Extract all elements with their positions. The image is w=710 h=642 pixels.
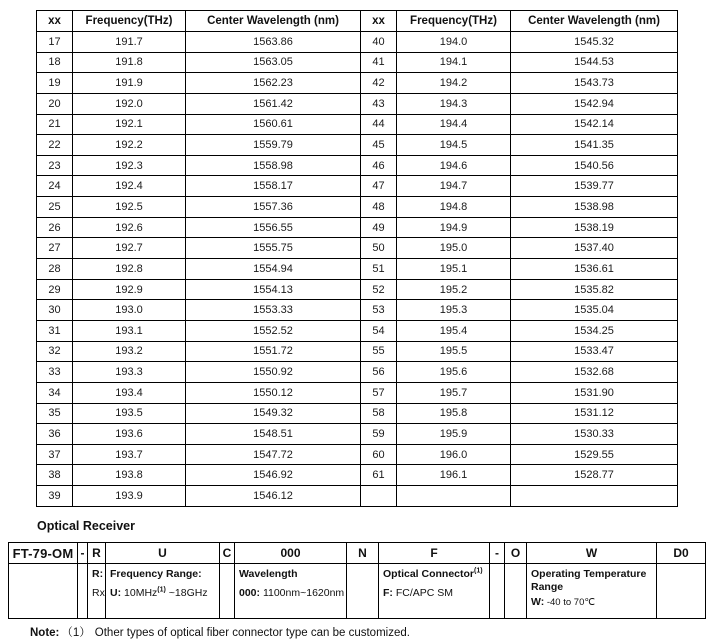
table-cell: 38 — [37, 465, 73, 486]
ordering-description-row — [9, 564, 706, 619]
cell-frequency-range — [106, 564, 220, 619]
column-header-xx-right: xx — [361, 11, 397, 32]
table-cell: 59 — [361, 424, 397, 445]
operating-temperature-value: W: -40 to 70℃ — [531, 596, 596, 608]
table-cell: 1563.86 — [186, 32, 361, 53]
table-cell: 193.6 — [73, 424, 186, 445]
cell-empty-c — [220, 564, 235, 619]
table-cell: 1540.56 — [511, 155, 678, 176]
table-cell: 193.0 — [73, 300, 186, 321]
table-cell: 1550.92 — [186, 362, 361, 383]
code-separator-2: - — [490, 543, 505, 564]
table-cell: 21 — [37, 114, 73, 135]
table-cell: 1559.79 — [186, 135, 361, 156]
column-header-wavelength-left: Center Wavelength (nm) — [186, 11, 361, 32]
cell-wavelength — [235, 564, 347, 619]
table-cell: 41 — [361, 52, 397, 73]
code-c: C — [220, 543, 235, 564]
table-cell: 55 — [361, 341, 397, 362]
table-cell: 44 — [361, 114, 397, 135]
table-row — [37, 52, 678, 73]
table-cell: 194.3 — [397, 93, 511, 114]
table-cell: 1549.32 — [186, 403, 361, 424]
table-cell: 45 — [361, 135, 397, 156]
table-cell: 193.5 — [73, 403, 186, 424]
table-cell: 1554.94 — [186, 259, 361, 280]
table-cell: 1561.42 — [186, 93, 361, 114]
table-cell: 1546.12 — [186, 486, 361, 507]
table-cell: 196.1 — [397, 465, 511, 486]
table-cell: 194.2 — [397, 73, 511, 94]
table-row — [37, 341, 678, 362]
table-cell: 57 — [361, 382, 397, 403]
table-cell: 36 — [37, 424, 73, 445]
wavelength-title: Wavelength — [239, 568, 298, 580]
table-cell: 192.3 — [73, 155, 186, 176]
cell-empty-sep2 — [490, 564, 505, 619]
cell-operating-temperature — [527, 564, 657, 619]
table-cell: 195.7 — [397, 382, 511, 403]
table-cell — [397, 486, 511, 507]
code-000: 000 — [235, 543, 347, 564]
table-cell: 1544.53 — [511, 52, 678, 73]
frequency-range-title: Frequency Range: — [110, 568, 202, 580]
frequency-range-value: U: 10MHz$^{(1)}$ ~18GHz — [110, 586, 208, 599]
table-cell: 1558.17 — [186, 176, 361, 197]
table-row — [37, 238, 678, 259]
footnote-ref-icon: (1) — [157, 586, 166, 594]
table-cell: 191.7 — [73, 32, 186, 53]
table-cell: 193.3 — [73, 362, 186, 383]
table-cell: 26 — [37, 217, 73, 238]
table-cell: 1563.05 — [186, 52, 361, 73]
footnote-label: Note: — [30, 627, 60, 639]
column-header-frequency-right: Frequency(THz) — [397, 11, 511, 32]
table-row — [37, 114, 678, 135]
ordering-code-table — [8, 542, 706, 619]
code-o: O — [505, 543, 527, 564]
code-r: R — [88, 543, 106, 564]
table-cell: 1557.36 — [186, 197, 361, 218]
table-cell: 1538.19 — [511, 217, 678, 238]
table-cell: 1554.13 — [186, 279, 361, 300]
table-row — [37, 320, 678, 341]
table-cell: 1533.47 — [511, 341, 678, 362]
table-cell: 17 — [37, 32, 73, 53]
table-row — [37, 135, 678, 156]
table-cell: 191.9 — [73, 73, 186, 94]
cell-empty-o — [505, 564, 527, 619]
table-cell: 1543.73 — [511, 73, 678, 94]
table-cell: 35 — [37, 403, 73, 424]
cell-empty-d0 — [657, 564, 706, 619]
table-cell: 1542.94 — [511, 93, 678, 114]
table-cell: 194.5 — [397, 135, 511, 156]
table-cell: 192.1 — [73, 114, 186, 135]
part-number-prefix: FT-79-OM — [9, 543, 78, 564]
optical-connector-value: F: FC/APC SM — [383, 587, 454, 599]
table-cell: 27 — [37, 238, 73, 259]
table-cell: 30 — [37, 300, 73, 321]
table-cell: 1542.14 — [511, 114, 678, 135]
r-label: R: — [92, 568, 104, 580]
table-cell: 1547.72 — [186, 444, 361, 465]
code-f: F — [379, 543, 490, 564]
table-row — [37, 176, 678, 197]
footnote-ref-icon: (1) — [474, 567, 483, 575]
table-cell: 194.6 — [397, 155, 511, 176]
table-cell: 195.3 — [397, 300, 511, 321]
table-cell: 1555.75 — [186, 238, 361, 259]
table-cell: 29 — [37, 279, 73, 300]
footnote — [30, 624, 410, 640]
table-cell: 50 — [361, 238, 397, 259]
table-cell: 194.7 — [397, 176, 511, 197]
table-cell: 22 — [37, 135, 73, 156]
table-cell: 43 — [361, 93, 397, 114]
code-separator-1: - — [78, 543, 88, 564]
wavelength-value: 000: 1100nm~1620nm — [239, 587, 345, 599]
dwdm-channel-table — [36, 10, 678, 507]
table-row — [37, 403, 678, 424]
table-cell: 40 — [361, 32, 397, 53]
table-cell: 23 — [37, 155, 73, 176]
table-cell: 192.7 — [73, 238, 186, 259]
table-cell: 52 — [361, 279, 397, 300]
table-cell: 193.2 — [73, 341, 186, 362]
table-row — [37, 93, 678, 114]
table-cell: 1553.33 — [186, 300, 361, 321]
table-cell: 31 — [37, 320, 73, 341]
table-cell: 54 — [361, 320, 397, 341]
table-cell: 192.0 — [73, 93, 186, 114]
table-cell: 192.9 — [73, 279, 186, 300]
table-cell: 195.0 — [397, 238, 511, 259]
table-cell: 192.8 — [73, 259, 186, 280]
channel-table-header-row — [37, 11, 678, 32]
table-cell: 25 — [37, 197, 73, 218]
table-cell: 195.6 — [397, 362, 511, 383]
table-cell: 1528.77 — [511, 465, 678, 486]
table-row — [37, 73, 678, 94]
table-cell: 1535.04 — [511, 300, 678, 321]
table-cell: 192.4 — [73, 176, 186, 197]
table-row — [37, 486, 678, 507]
table-row — [37, 465, 678, 486]
footnote-ref: （1） — [61, 627, 91, 639]
table-cell: 194.0 — [397, 32, 511, 53]
table-cell: 1534.25 — [511, 320, 678, 341]
table-cell: 195.1 — [397, 259, 511, 280]
table-row — [37, 382, 678, 403]
section-title-optical-receiver: Optical Receiver — [37, 519, 135, 533]
table-cell: 56 — [361, 362, 397, 383]
r-value: Rx — [92, 587, 105, 599]
cell-empty-n — [347, 564, 379, 619]
table-row — [37, 444, 678, 465]
table-cell: 1539.77 — [511, 176, 678, 197]
optical-connector-title: Optical Connector$^{(1)}$ — [383, 567, 483, 580]
table-cell: 1529.55 — [511, 444, 678, 465]
cell-optical-connector — [379, 564, 490, 619]
table-cell — [361, 486, 397, 507]
table-cell: 195.5 — [397, 341, 511, 362]
table-cell: 1530.33 — [511, 424, 678, 445]
ordering-header-row — [9, 543, 706, 564]
table-cell: 18 — [37, 52, 73, 73]
table-cell: 33 — [37, 362, 73, 383]
code-n: N — [347, 543, 379, 564]
column-header-xx-left: xx — [37, 11, 73, 32]
table-row — [37, 197, 678, 218]
table-row — [37, 279, 678, 300]
table-row — [37, 155, 678, 176]
table-cell: 28 — [37, 259, 73, 280]
table-cell: 194.1 — [397, 52, 511, 73]
table-cell: 60 — [361, 444, 397, 465]
cell-empty-prefix — [9, 564, 78, 619]
table-cell: 195.8 — [397, 403, 511, 424]
table-cell: 53 — [361, 300, 397, 321]
table-cell: 51 — [361, 259, 397, 280]
code-u: U — [106, 543, 220, 564]
column-header-wavelength-right: Center Wavelength (nm) — [511, 11, 678, 32]
table-cell: 193.8 — [73, 465, 186, 486]
table-cell: 195.9 — [397, 424, 511, 445]
table-cell: 61 — [361, 465, 397, 486]
table-cell: 1537.40 — [511, 238, 678, 259]
table-cell: 192.5 — [73, 197, 186, 218]
column-header-frequency-left: Frequency(THz) — [73, 11, 186, 32]
table-row — [37, 217, 678, 238]
operating-temperature-title: Operating Temperature Range — [531, 568, 647, 593]
table-cell: 192.6 — [73, 217, 186, 238]
table-row — [37, 424, 678, 445]
table-cell: 32 — [37, 341, 73, 362]
table-cell: 1552.52 — [186, 320, 361, 341]
table-cell: 191.8 — [73, 52, 186, 73]
table-cell: 1560.61 — [186, 114, 361, 135]
table-cell: 193.1 — [73, 320, 186, 341]
table-cell: 37 — [37, 444, 73, 465]
table-cell: 1548.51 — [186, 424, 361, 445]
table-cell: 58 — [361, 403, 397, 424]
table-cell: 19 — [37, 73, 73, 94]
code-d0: D0 — [657, 543, 706, 564]
table-cell: 47 — [361, 176, 397, 197]
table-cell: 193.4 — [73, 382, 186, 403]
table-cell: 1538.98 — [511, 197, 678, 218]
table-row — [37, 32, 678, 53]
table-cell: 48 — [361, 197, 397, 218]
cell-empty-sep1 — [78, 564, 88, 619]
table-row — [37, 259, 678, 280]
table-cell: 195.2 — [397, 279, 511, 300]
table-cell: 194.9 — [397, 217, 511, 238]
table-cell: 1546.92 — [186, 465, 361, 486]
table-cell — [511, 486, 678, 507]
table-cell: 1562.23 — [186, 73, 361, 94]
table-cell: 1558.98 — [186, 155, 361, 176]
table-cell: 1551.72 — [186, 341, 361, 362]
table-cell: 49 — [361, 217, 397, 238]
table-cell: 193.7 — [73, 444, 186, 465]
table-cell: 46 — [361, 155, 397, 176]
table-cell: 1531.12 — [511, 403, 678, 424]
table-cell: 24 — [37, 176, 73, 197]
footnote-text: Other types of optical fiber connector type can be customized. — [94, 627, 410, 639]
table-cell: 1536.61 — [511, 259, 678, 280]
table-cell: 1532.68 — [511, 362, 678, 383]
table-cell: 1550.12 — [186, 382, 361, 403]
table-cell: 1535.82 — [511, 279, 678, 300]
table-cell: 34 — [37, 382, 73, 403]
table-cell: 1541.35 — [511, 135, 678, 156]
table-cell: 192.2 — [73, 135, 186, 156]
table-cell: 1545.32 — [511, 32, 678, 53]
table-cell: 193.9 — [73, 486, 186, 507]
table-cell: 194.8 — [397, 197, 511, 218]
table-cell: 1531.90 — [511, 382, 678, 403]
table-cell: 39 — [37, 486, 73, 507]
table-cell: 20 — [37, 93, 73, 114]
table-cell: 196.0 — [397, 444, 511, 465]
table-row — [37, 300, 678, 321]
channel-table-body — [37, 32, 678, 507]
table-cell: 195.4 — [397, 320, 511, 341]
code-w: W — [527, 543, 657, 564]
table-row — [37, 362, 678, 383]
table-cell: 42 — [361, 73, 397, 94]
cell-r-description — [88, 564, 106, 619]
table-cell: 194.4 — [397, 114, 511, 135]
table-cell: 1556.55 — [186, 217, 361, 238]
